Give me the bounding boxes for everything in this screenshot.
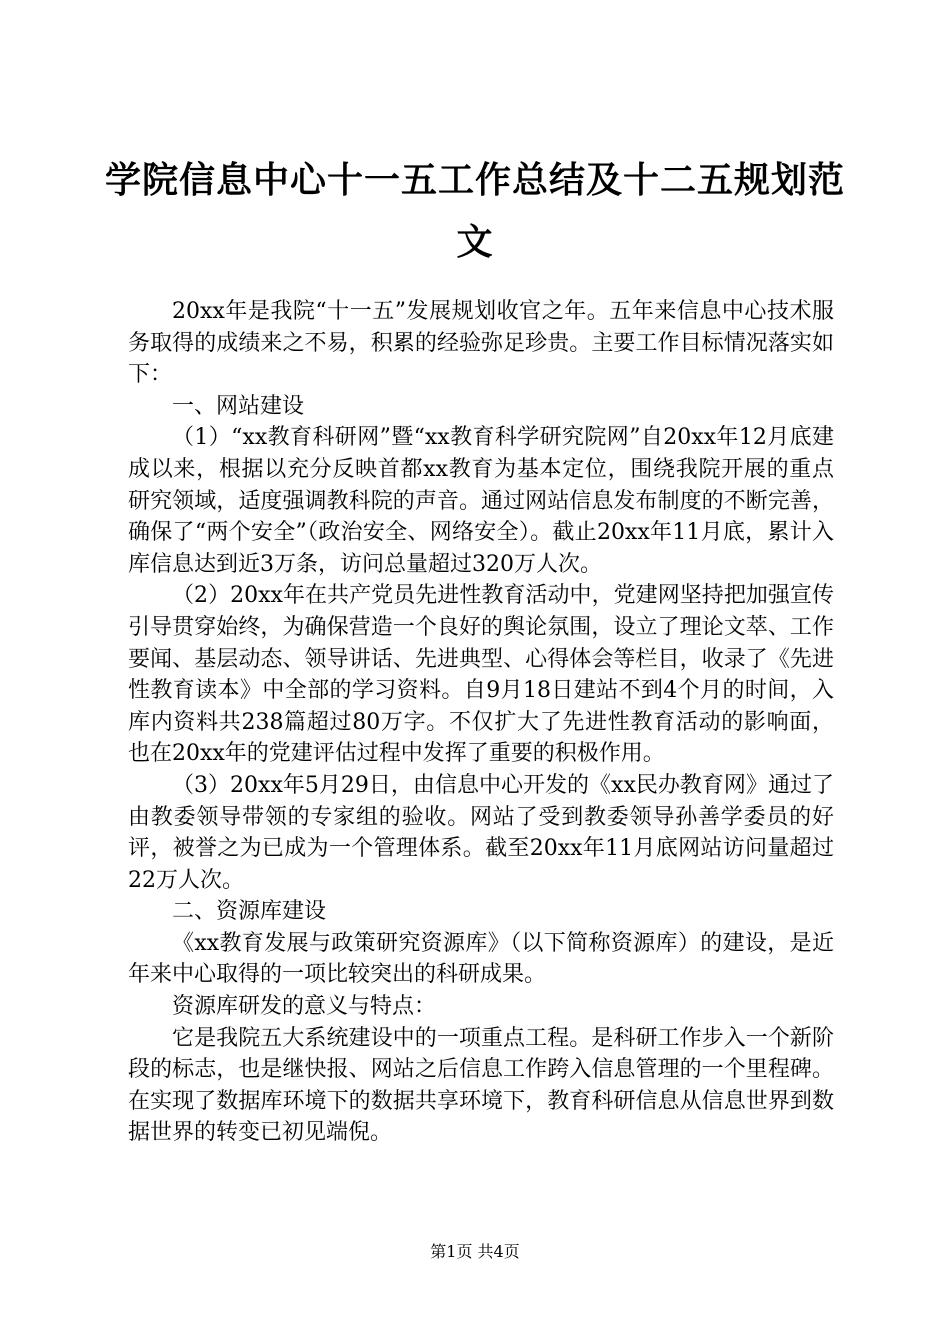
website-item-2-paragraph: （2）20xx年在共产党员先进性教育活动中，党建网坚持把加强宣传引导贯穿始终，为确保营造一个良好的舆论氛围，设立了理论文萃、工作要闻、基层动态、领导讲话、先进典型、心得体会等栏目，收录了《先进性教育读本》中全部的学习资料。自9月18日建站不到4个月的时间，入库内资料共238篇超过80万字。不仅扩大了先进性教育活动的影响面，也在20xx年的党建评估过程中发挥了重要的积极作用。 [128, 583, 834, 767]
website-item-3-paragraph: （3）20xx年5月29日，由信息中心开发的《xx民办教育网》通过了由教委领导带领的专家组的验收。网站了受到教委领导孙善学委员的好评，被誉之为已成为一个管理体系。截至20xx年11月底网站访问量超过22万人次。 [128, 772, 834, 893]
section-heading-website: 一、网站建设 [172, 393, 305, 419]
website-item-1-paragraph: （1）“xx教育科研网”暨“xx教育科学研究院网”自20xx年12月底建成以来，根据以充分反映首都xx教育为基本定位，围绕我院开展的重点研究领域，适度强调教科院的声音。通过网站信息发布制度的不断完善，确保了“两个安全”（政治安全、网络安全）。截止20xx年11月底，累计入库信息达到近3万条，访问总量超过320万人次。 [128, 425, 834, 577]
document-title: 学院信息中心十一五工作总结及十二五规划范文 [104, 160, 845, 263]
resource-library-significance-heading: 资源库研发的意义与特点： [172, 994, 437, 1020]
resource-library-significance-paragraph: 它是我院五大系统建设中的一项重点工程。是科研工作步入一个新阶段的标志，也是继快报、网站之后信息工作跨入信息管理的一个里程碑。在实现了数据库环境下的数据共享环境下，教育科研信息从信息世界到数据世界的转变已初见端倪。 [128, 1025, 834, 1146]
resource-library-paragraph: 《xx教育发展与政策研究资源库》（以下简称资源库）的建设，是近年来中心取得的一项比较突出的科研成果。 [128, 930, 834, 988]
document-body [128, 296, 834, 1149]
section-heading-resource-library: 二、资源库建设 [172, 899, 327, 925]
intro-paragraph: 20xx年是我院“十一五”发展规划收官之年。五年来信息中心技术服务取得的成绩来之不易，积累的经验弥足珍贵。主要工作目标情况落实如下： [128, 299, 834, 388]
page-number-footer: 第1页 共4页 [430, 1242, 520, 1261]
